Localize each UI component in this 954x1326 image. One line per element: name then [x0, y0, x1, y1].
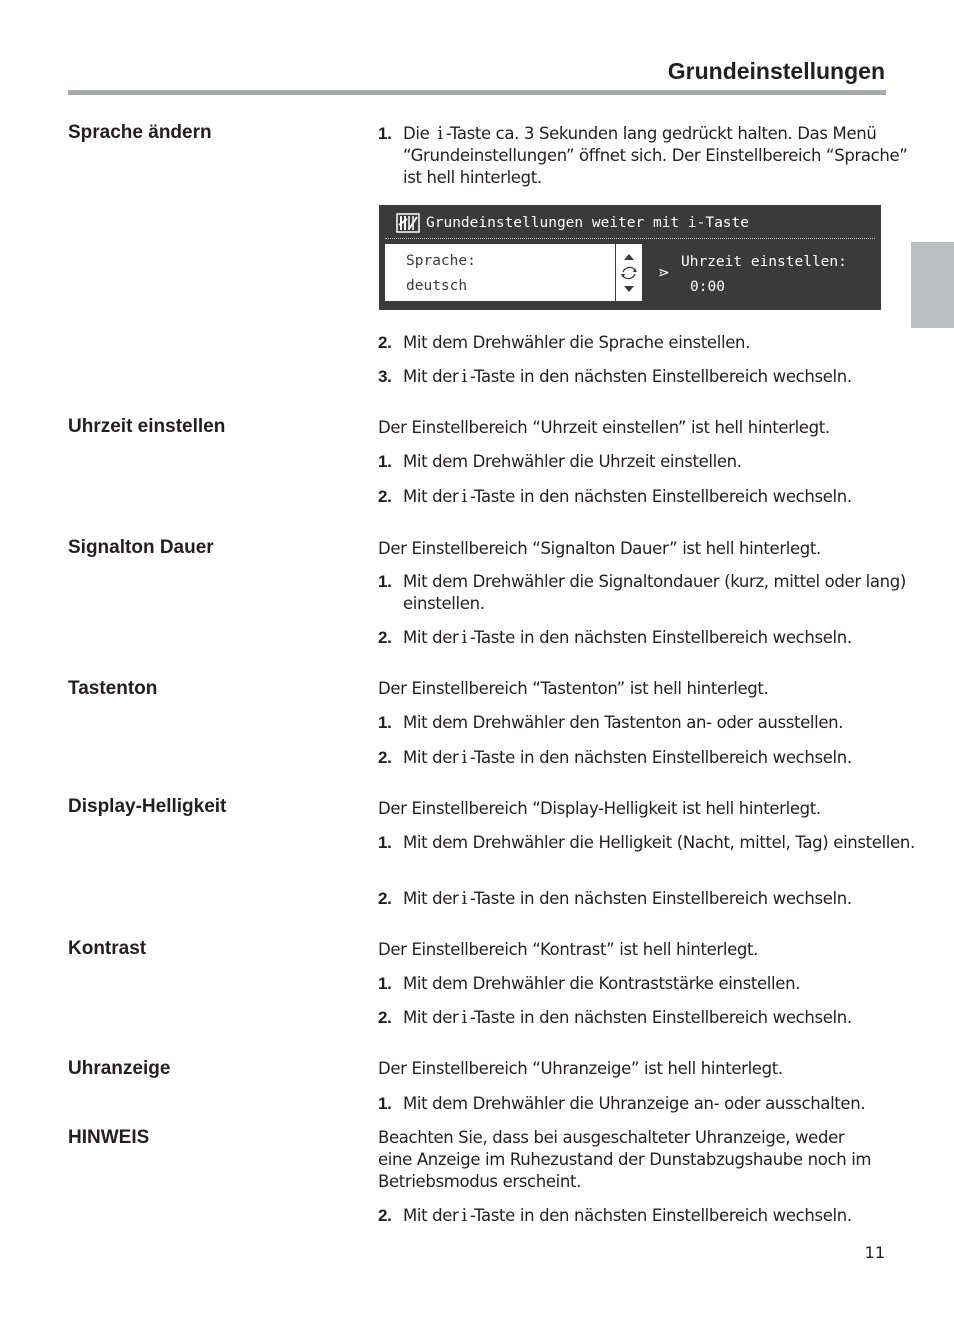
display-left-line-1: Sprache: [406, 253, 476, 269]
heading-kontrast: Kontrast [68, 938, 147, 959]
hinweis-step-2 [378, 1205, 923, 1227]
sprache-step-1 [378, 123, 923, 189]
step-text: Mit dem Drehwähler die Sprache einstellen. [403, 333, 750, 352]
uhrzeit-intro: Der Einstellbereich “Uhrzeit einstellen” ist hell hinterlegt. [378, 418, 830, 437]
heading-signalton: Signalton Dauer [68, 537, 214, 558]
i-key-icon: i [461, 486, 467, 507]
step-text-after: -Taste in den nächsten Einstellbereich wechseln. [469, 748, 852, 767]
display-header [396, 213, 749, 233]
step-number: 1. [378, 1094, 392, 1113]
heading-hinweis: HINWEIS [68, 1127, 150, 1148]
step-number: 2. [378, 889, 392, 908]
step-number: 3. [378, 367, 392, 386]
step-text-after: -Taste in den nächsten Einstellbereich wechseln. [469, 1206, 852, 1225]
step-text-after: -Taste in den nächsten Einstellbereich wechseln. [469, 367, 852, 386]
i-key-icon: i [461, 888, 467, 909]
step-number: 1. [378, 572, 392, 591]
heading-uhranzeige: Uhranzeige [68, 1058, 171, 1079]
step-text-before: Mit der [403, 748, 459, 767]
uhrzeit-step-2 [378, 486, 923, 508]
step-number: 2. [378, 1008, 392, 1027]
step-text-after: -Taste in den nächsten Einstellbereich wechseln. [469, 1008, 852, 1027]
step-text: Mit dem Drehwähler die Uhrzeit einstellen. [403, 452, 742, 471]
kontrast-intro: Der Einstellbereich “Kontrast” ist hell hinterlegt. [378, 940, 759, 959]
step-text: Mit dem Drehwähler die Uhranzeige an- oder ausschalten. [403, 1094, 866, 1113]
display-scroll-indicator [616, 244, 642, 301]
display-right-line-1: Uhrzeit einstellen: [681, 254, 847, 270]
settings-menu-icon [396, 213, 420, 233]
step-text: Mit dem Drehwähler den Tastenton an- oder ausstellen. [403, 713, 844, 732]
helligkeit-step-2 [378, 888, 923, 910]
chevron-right-icon: ⋗ [658, 265, 670, 281]
heading-tastenton: Tastenton [68, 678, 158, 699]
display-right-line-2: 0:00 [690, 279, 725, 295]
helligkeit-intro: Der Einstellbereich “Display-Helligkeit ist hell hinterlegt. [378, 799, 821, 818]
rotary-knob-icon [616, 244, 642, 301]
step-number: 2. [378, 628, 392, 647]
tastenton-step-1 [378, 712, 923, 734]
step-text-before: Mit der [403, 1008, 459, 1027]
uhranzeige-intro: Der Einstellbereich “Uhranzeige” ist hell hinterlegt. [378, 1059, 783, 1078]
step-number: 2. [378, 1206, 392, 1225]
step-number: 1. [378, 124, 392, 143]
step-number: 2. [378, 748, 392, 767]
sprache-step-3 [378, 366, 923, 388]
step-number: 1. [378, 974, 392, 993]
step-number: 1. [378, 713, 392, 732]
display-divider [385, 238, 875, 239]
sprache-step-2 [378, 332, 923, 354]
signalton-step-1 [378, 571, 923, 615]
uhrzeit-step-1 [378, 451, 923, 473]
page-title: Grundeinstellungen [667, 58, 885, 84]
heading-uhrzeit: Uhrzeit einstellen [68, 416, 226, 437]
step-text-after: -Taste in den nächsten Einstellbereich wechseln. [469, 628, 852, 647]
i-key-icon: i [461, 366, 467, 387]
display-selected-field [385, 244, 615, 301]
step-text-before: Mit der [403, 889, 459, 908]
tastenton-intro: Der Einstellbereich “Tastenton” ist hell hinterlegt. [378, 679, 769, 698]
i-key-icon: i [437, 123, 443, 144]
step-text-after: -Taste ca. 3 Sekunden lang gedrückt halten. Das Menü “Grundeinstellungen” öffnet sich. Der Einstellbereich “Sprache” ist hell hinterlegt. [403, 124, 908, 187]
kontrast-step-1 [378, 973, 923, 995]
display-left-line-2: deutsch [406, 278, 468, 294]
i-key-icon: i [461, 1007, 467, 1028]
step-text-before: Die [403, 124, 430, 143]
heading-sprache: Sprache ändern [68, 122, 212, 143]
i-key-icon: i [461, 1205, 467, 1226]
step-number: 1. [378, 452, 392, 471]
signalton-intro: Der Einstellbereich “Signalton Dauer” ist hell hinterlegt. [378, 539, 821, 558]
step-text: Mit dem Drehwähler die Helligkeit (Nacht, mittel, Tag) einstellen. [403, 833, 915, 852]
i-key-icon: i [461, 747, 467, 768]
chapter-tab [911, 242, 954, 328]
step-text-before: Mit der [403, 487, 459, 506]
kontrast-step-2 [378, 1007, 923, 1029]
signalton-step-2 [378, 627, 923, 649]
display-screenshot [379, 205, 881, 310]
uhranzeige-step-1 [378, 1093, 923, 1115]
step-text: Mit dem Drehwähler die Kontraststärke einstellen. [403, 974, 801, 993]
page-number: 11 [864, 1243, 885, 1262]
helligkeit-step-1 [378, 832, 923, 854]
title-rule [68, 90, 886, 95]
step-text-before: Mit der [403, 367, 459, 386]
step-number: 1. [378, 833, 392, 852]
step-text-before: Mit der [403, 628, 459, 647]
tastenton-step-2 [378, 747, 923, 769]
heading-helligkeit: Display-Helligkeit [68, 796, 227, 817]
step-text-before: Mit der [403, 1206, 459, 1225]
step-number: 2. [378, 333, 392, 352]
step-text-after: -Taste in den nächsten Einstellbereich wechseln. [469, 487, 852, 506]
hinweis-text: Beachten Sie, dass bei ausgeschalteter Uhranzeige, weder eine Anzeige im Ruhezustand der Dunstabzugshaube noch im Betriebsmodus erscheint. [378, 1128, 872, 1191]
step-text: Mit dem Drehwähler die Signaltondauer (kurz, mittel oder lang) einstellen. [403, 572, 906, 613]
step-text-after: -Taste in den nächsten Einstellbereich wechseln. [469, 889, 852, 908]
i-key-icon: i [461, 627, 467, 648]
step-number: 2. [378, 487, 392, 506]
display-header-text: Grundeinstellungen weiter mit i-Taste [426, 215, 750, 231]
